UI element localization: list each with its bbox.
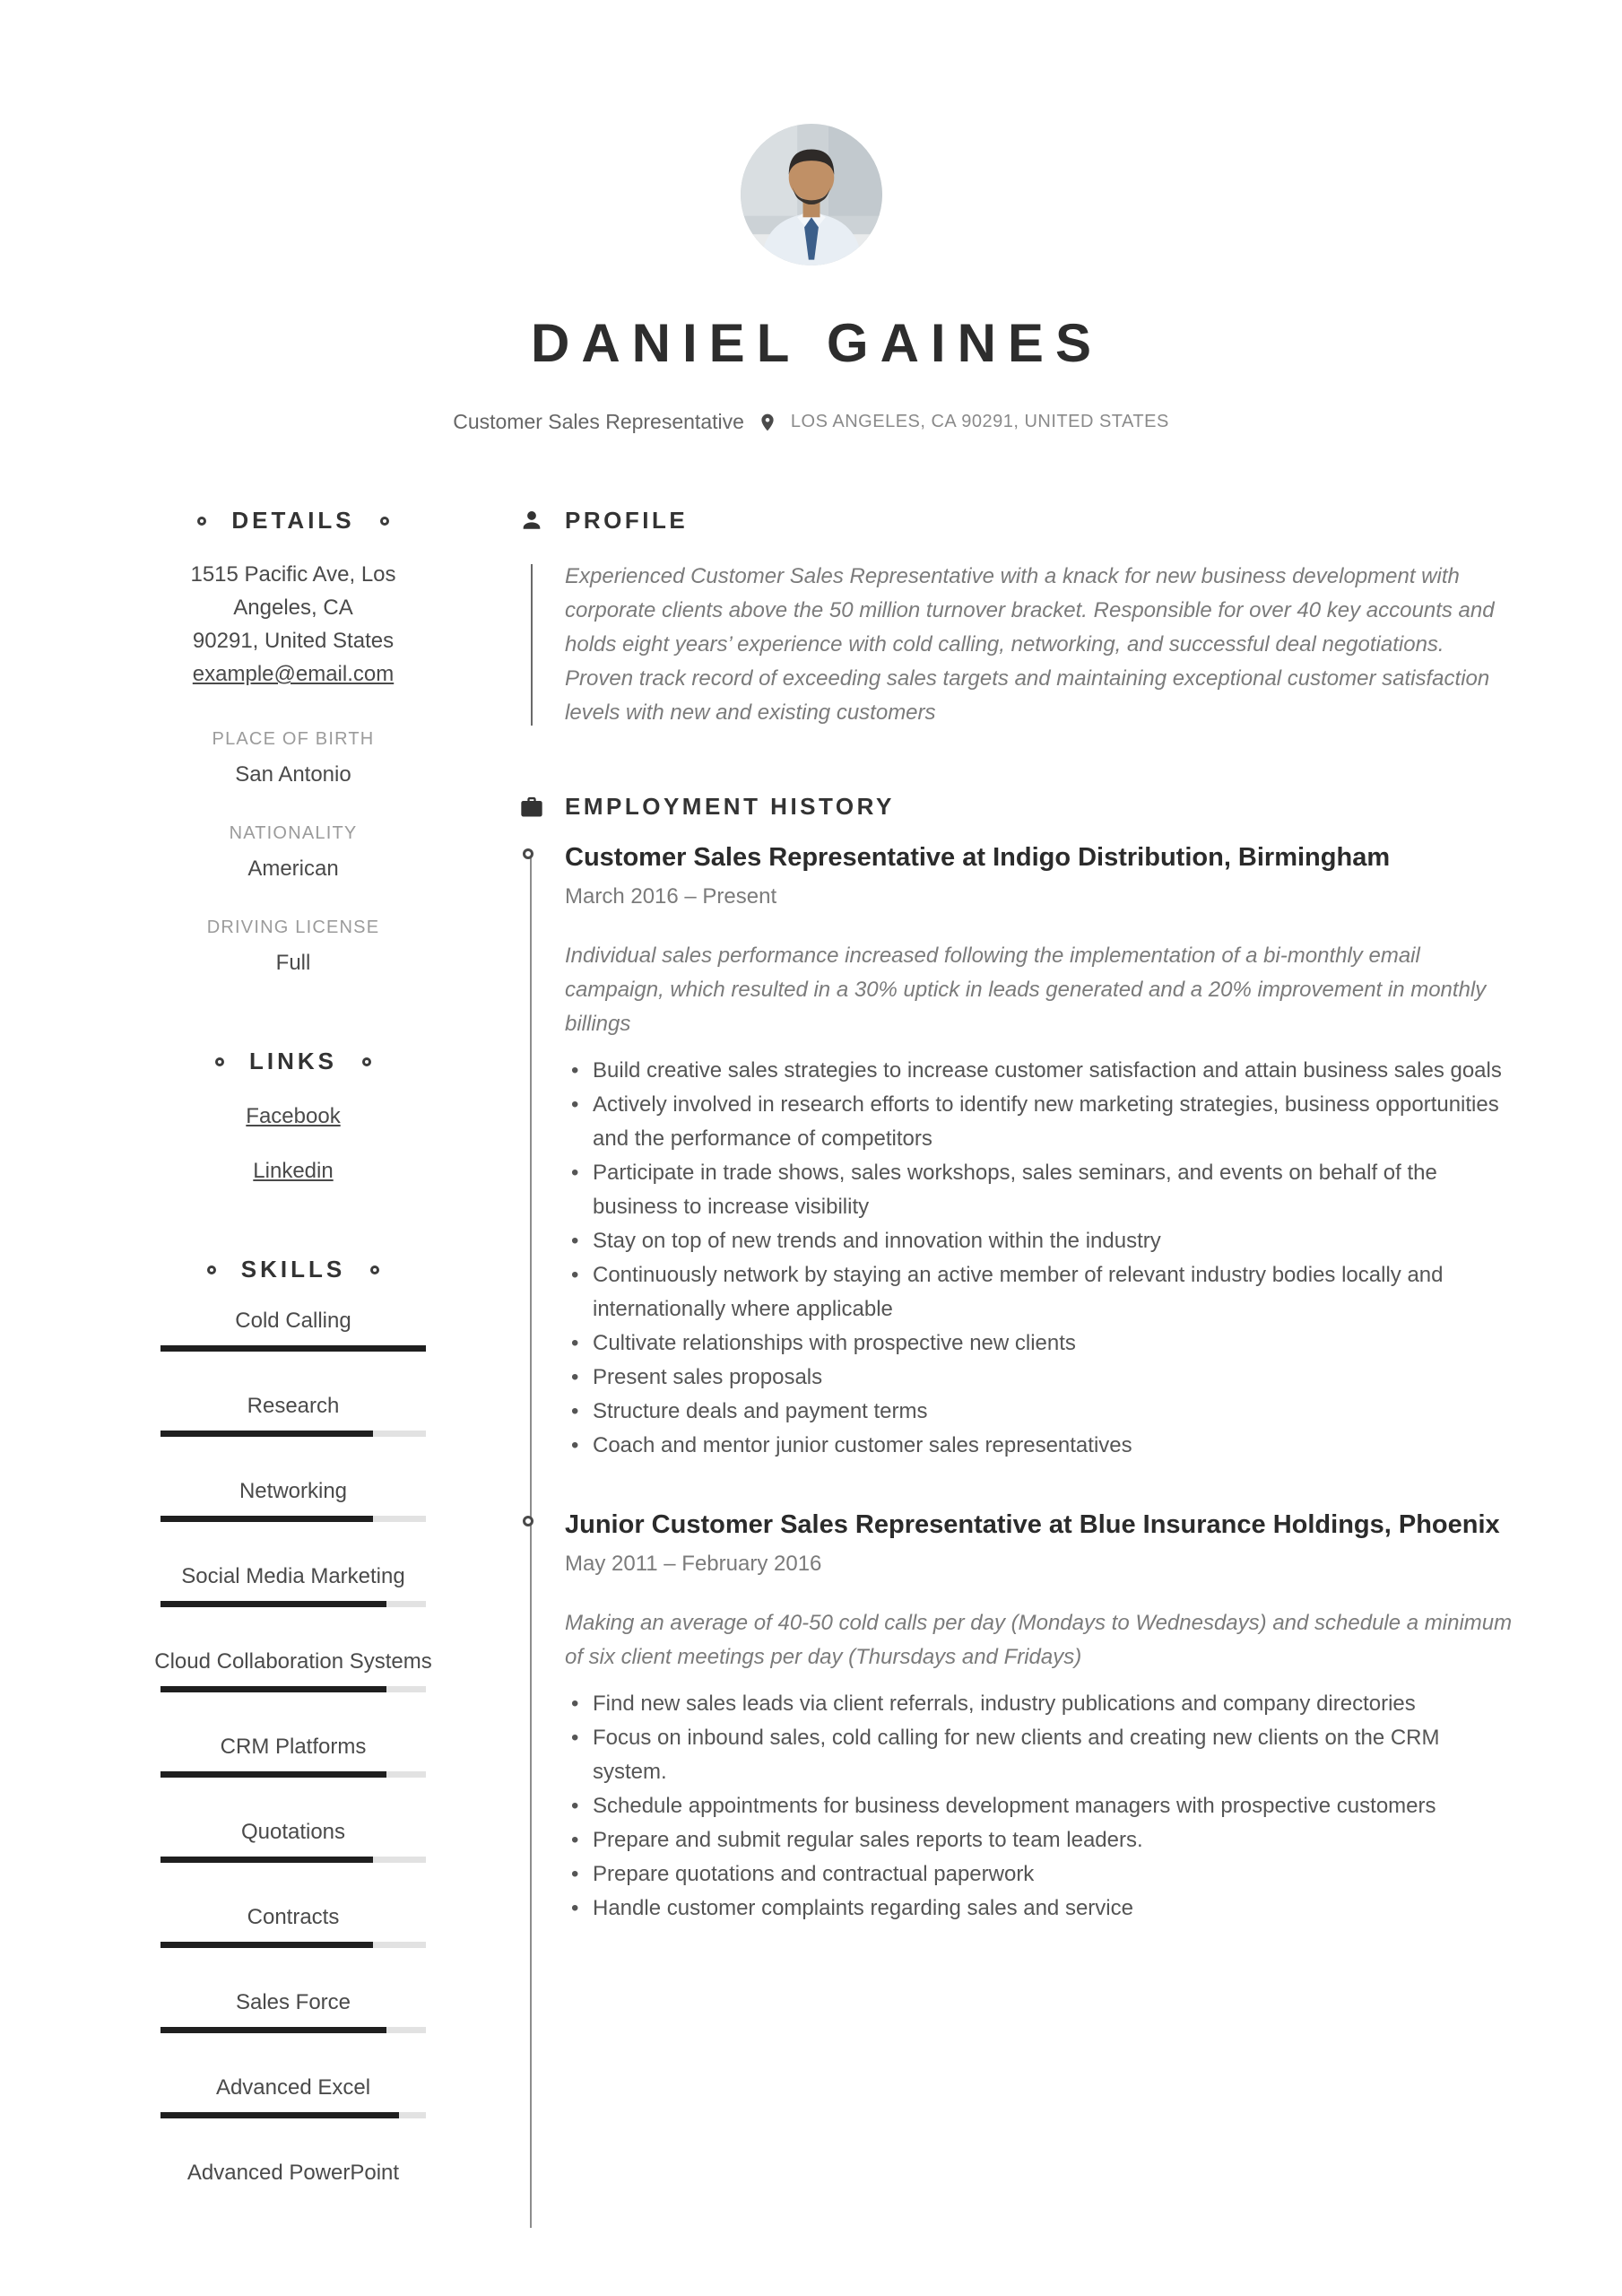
links-header: LINKS <box>151 1048 436 1075</box>
header-subtitle <box>0 410 1622 434</box>
skill-bar <box>160 1857 426 1863</box>
profile-section-head <box>519 507 1516 535</box>
briefcase-icon <box>519 794 544 821</box>
skill-label: Advanced Excel <box>215 2075 371 2100</box>
social-link-linkedin[interactable]: Linkedin <box>253 1159 334 1183</box>
detail-field <box>151 729 436 787</box>
map-pin-icon <box>758 411 777 434</box>
job-summary: Making an average of 40-50 cold calls per day (Mondays to Wednesdays) and schedule a minimum of six client meetings per day (Thursdays and Fridays) <box>565 1611 1513 1669</box>
skill-bar-fill <box>160 1942 373 1948</box>
skill-bar-fill <box>160 2112 399 2118</box>
skill-label: Research <box>247 1394 340 1418</box>
skill-bar-fill <box>160 1771 386 1778</box>
skill-bar-fill <box>160 1601 386 1607</box>
detail-field <box>151 918 436 976</box>
field-label: DRIVING LICENSE <box>206 918 380 937</box>
skill-label: Cold Calling <box>235 1309 351 1333</box>
profile-header: PROFILE <box>565 507 689 534</box>
skill-bar <box>160 1345 426 1352</box>
job-bullet: • Schedule appointments for business development managers with prospective customers <box>565 1789 1516 1823</box>
sidebar <box>151 507 436 2228</box>
job-bullets <box>565 1687 1516 1926</box>
job-bullet: • Coach and mentor junior customer sales representatives <box>565 1429 1516 1463</box>
timeline-marker-icon <box>523 1516 533 1526</box>
ring-icon <box>215 1057 224 1066</box>
skill-item <box>151 1820 436 1863</box>
skill-label: Advanced PowerPoint <box>186 2161 400 2185</box>
email-line <box>151 657 436 693</box>
skills-list <box>151 1309 436 2186</box>
field-label: PLACE OF BIRTH <box>212 729 375 749</box>
skill-label: Sales Force <box>235 1990 351 2014</box>
skill-label: Quotations <box>240 1820 346 1844</box>
employment-section <box>519 793 1516 1926</box>
skill-bar <box>160 1601 426 1607</box>
timeline-marker-icon <box>523 848 533 859</box>
candidate-location: LOS ANGELES, CA 90291, UNITED STATES <box>790 412 1169 431</box>
candidate-name: DANIEL GAINES <box>531 313 1103 373</box>
details-header: DETAILS <box>151 507 436 535</box>
job-bullet: • Stay on top of new trends and innovation within the industry <box>565 1224 1516 1258</box>
job-bullet: • Participate in trade shows, sales workshops, sales seminars, and events on behalf of the business to increase visibility <box>565 1156 1516 1224</box>
job-entry <box>565 1509 1516 1926</box>
job-summary: Individual sales performance increased following the implementation of a bi-monthly email campaign, which resulted in a 30% uptick in leads generated and a 20% improvement in monthly billings <box>565 944 1487 1036</box>
job-bullets <box>565 1054 1516 1463</box>
main-column <box>519 507 1516 1972</box>
job-title: Customer Sales Representative at Indigo Distribution, Birmingham <box>565 843 1391 872</box>
skill-item <box>151 1564 436 1607</box>
profile-text: Experienced Customer Sales Representative with a knack for new business development with corporate clients above the 50 million turnover bracket. Responsible for over 40 key accounts and holds eight years’ experience with cold calling, networking, and successful deal negotiations. Proven track record of exceeding sales targets and maintaining exceptional customer satisfaction levels with new and existing customers <box>565 564 1495 725</box>
skill-item <box>151 1905 436 1948</box>
skill-bar-fill <box>160 1686 386 1692</box>
skill-bar-fill <box>160 1431 373 1437</box>
job-bullet: • Actively involved in research efforts to identify new marketing strategies, business opportunities and the performance of competitors <box>565 1088 1516 1156</box>
skill-item <box>151 1735 436 1778</box>
email-link[interactable]: example@email.com <box>192 662 395 686</box>
field-value: San Antonio <box>235 762 351 787</box>
job-bullet: • Build creative sales strategies to increase customer satisfaction and attain business sales goals <box>565 1054 1516 1088</box>
job-bullet: • Present sales proposals <box>565 1361 1516 1395</box>
candidate-job-title: Customer Sales Representative <box>453 410 744 433</box>
job-bullet: • Continuously network by staying an active member of relevant industry bodies locally and internationally where applicable <box>565 1258 1516 1326</box>
address: 1515 Pacific Ave, Los Angeles, CA 90291, United States <box>190 562 396 653</box>
skill-bar <box>160 2112 426 2118</box>
skill-item <box>151 2075 436 2118</box>
skill-bar <box>160 1686 426 1692</box>
ring-icon <box>370 1265 379 1274</box>
skill-bar-fill <box>160 1516 373 1522</box>
skill-label: Cloud Collaboration Systems <box>154 1649 432 1674</box>
job-bullet: • Find new sales leads via client referrals, industry publications and company directories <box>565 1687 1516 1721</box>
skills-header: SKILLS <box>151 1256 436 1283</box>
skill-bar <box>160 1516 426 1522</box>
ring-icon <box>197 517 206 526</box>
skill-item <box>151 1479 436 1522</box>
job-bullet: • Cultivate relationships with prospective new clients <box>565 1326 1516 1361</box>
job-entry <box>565 842 1516 1463</box>
skill-bar <box>160 1431 426 1437</box>
employment-header: EMPLOYMENT HISTORY <box>565 793 895 820</box>
portrait-illustration <box>741 124 882 265</box>
skill-bar-fill <box>160 1345 426 1352</box>
skill-bar-fill <box>160 2027 386 2033</box>
field-label: NATIONALITY <box>229 823 358 843</box>
skill-bar-fill <box>160 1857 373 1863</box>
detail-field <box>151 823 436 882</box>
skill-bar <box>160 1942 426 1948</box>
skill-bar <box>160 1771 426 1778</box>
timeline-line <box>530 851 532 2228</box>
profile-section <box>519 507 1516 730</box>
ring-icon <box>362 1057 371 1066</box>
job-bullet: • Prepare and submit regular sales reports to team leaders. <box>565 1823 1516 1857</box>
person-icon <box>519 508 544 535</box>
skill-label: Contracts <box>247 1905 340 1929</box>
field-value: Full <box>275 951 311 975</box>
job-period: March 2016 – Present <box>565 884 777 909</box>
skill-label: CRM Platforms <box>220 1735 367 1759</box>
employment-section-head <box>519 793 1516 821</box>
profile-body <box>519 560 1516 730</box>
links-list <box>151 1104 436 1184</box>
skill-item <box>151 1394 436 1437</box>
details-fields <box>151 729 436 976</box>
skill-label: Networking <box>239 1479 348 1503</box>
skill-bar <box>160 2027 426 2033</box>
job-title: Junior Customer Sales Representative at Blue Insurance Holdings, Phoenix <box>565 1510 1500 1539</box>
profile-photo <box>741 124 882 265</box>
job-bullet: • Handle customer complaints regarding sales and service <box>565 1892 1516 1926</box>
skill-item <box>151 1649 436 1692</box>
ring-icon <box>380 517 389 526</box>
skill-item <box>151 1309 436 1352</box>
social-link-facebook[interactable]: Facebook <box>246 1104 341 1128</box>
skill-label: Social Media Marketing <box>181 1564 405 1588</box>
skill-item <box>151 2161 436 2186</box>
job-period: May 2011 – February 2016 <box>565 1552 822 1576</box>
ring-icon <box>207 1265 216 1274</box>
job-bullet: • Structure deals and payment terms <box>565 1395 1516 1429</box>
jobs-list <box>519 842 1516 1926</box>
job-bullet: • Prepare quotations and contractual paperwork <box>565 1857 1516 1892</box>
skill-item <box>151 1990 436 2033</box>
field-value: American <box>247 857 339 881</box>
job-bullet: • Focus on inbound sales, cold calling for new clients and creating new clients on the CRM system. <box>565 1721 1516 1789</box>
